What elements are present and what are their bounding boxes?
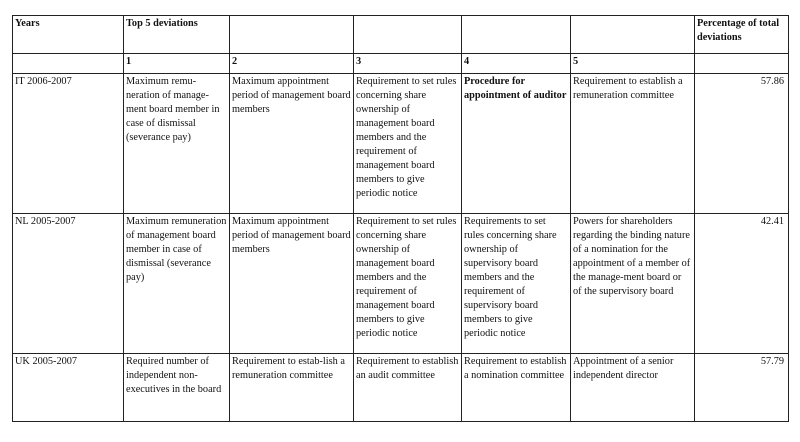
header-empty-5: [571, 16, 695, 54]
header-percentage: Percentage of total deviations: [695, 16, 789, 54]
row-year: IT 2006-2007: [13, 74, 124, 214]
number-empty-percentage: [695, 54, 789, 74]
column-number-3: 3: [354, 54, 462, 74]
deviation-cell: Procedure for appointment of auditor: [462, 74, 571, 214]
table-row: [13, 74, 789, 214]
header-empty-3: [354, 16, 462, 54]
column-number-2: 2: [230, 54, 354, 74]
deviation-cell: Powers for shareholders regarding the binding nature of a nomination for the appointment of a member of the manage-ment board or of the supervisory board: [571, 214, 695, 354]
table-row: [13, 354, 789, 422]
deviation-cell: Requirement to set rules concerning share ownership of management board members and the requirement of management board members to give periodic notice: [354, 214, 462, 354]
deviation-cell: Maximum appointment period of management board members: [230, 214, 354, 354]
row-percentage: 57.86: [695, 74, 789, 214]
row-percentage: 42.41: [695, 214, 789, 354]
number-empty-years: [13, 54, 124, 74]
header-top5: Top 5 deviations: [124, 16, 230, 54]
deviation-cell: Maximum remu-neration of manage-ment board member in case of dismissal (severance pay): [124, 74, 230, 214]
column-number-4: 4: [462, 54, 571, 74]
column-number-row: [13, 54, 789, 74]
deviation-cell: Maximum remuneration of management board member in case of dismissal (severance pay): [124, 214, 230, 354]
deviation-cell: Requirement to establish an audit committee: [354, 354, 462, 422]
deviation-cell: Requirement to estab-lish a remuneration committee: [230, 354, 354, 422]
header-row: [13, 16, 789, 54]
row-year: UK 2005-2007: [13, 354, 124, 422]
table-row: [13, 214, 789, 354]
header-years: Years: [13, 16, 124, 54]
deviation-cell: Requirement to set rules concerning share ownership of management board members and the requirement of management board members to give periodic notice: [354, 74, 462, 214]
column-number-1: 1: [124, 54, 230, 74]
header-empty-4: [462, 16, 571, 54]
deviation-cell: Maximum appointment period of management board members: [230, 74, 354, 214]
row-percentage: 57.79: [695, 354, 789, 422]
row-year: NL 2005-2007: [13, 214, 124, 354]
column-number-5: 5: [571, 54, 695, 74]
deviation-cell: Required number of independent non-executives in the board: [124, 354, 230, 422]
deviation-cell: Appointment of a senior independent director: [571, 354, 695, 422]
deviation-cell: Requirement to establish a nomination committee: [462, 354, 571, 422]
deviations-table: [12, 15, 789, 422]
deviation-cell: Requirements to set rules concerning share ownership of supervisory board members and the requirement of supervisory board members to give periodic notice: [462, 214, 571, 354]
deviation-cell: Requirement to establish a remuneration committee: [571, 74, 695, 214]
header-empty-2: [230, 16, 354, 54]
